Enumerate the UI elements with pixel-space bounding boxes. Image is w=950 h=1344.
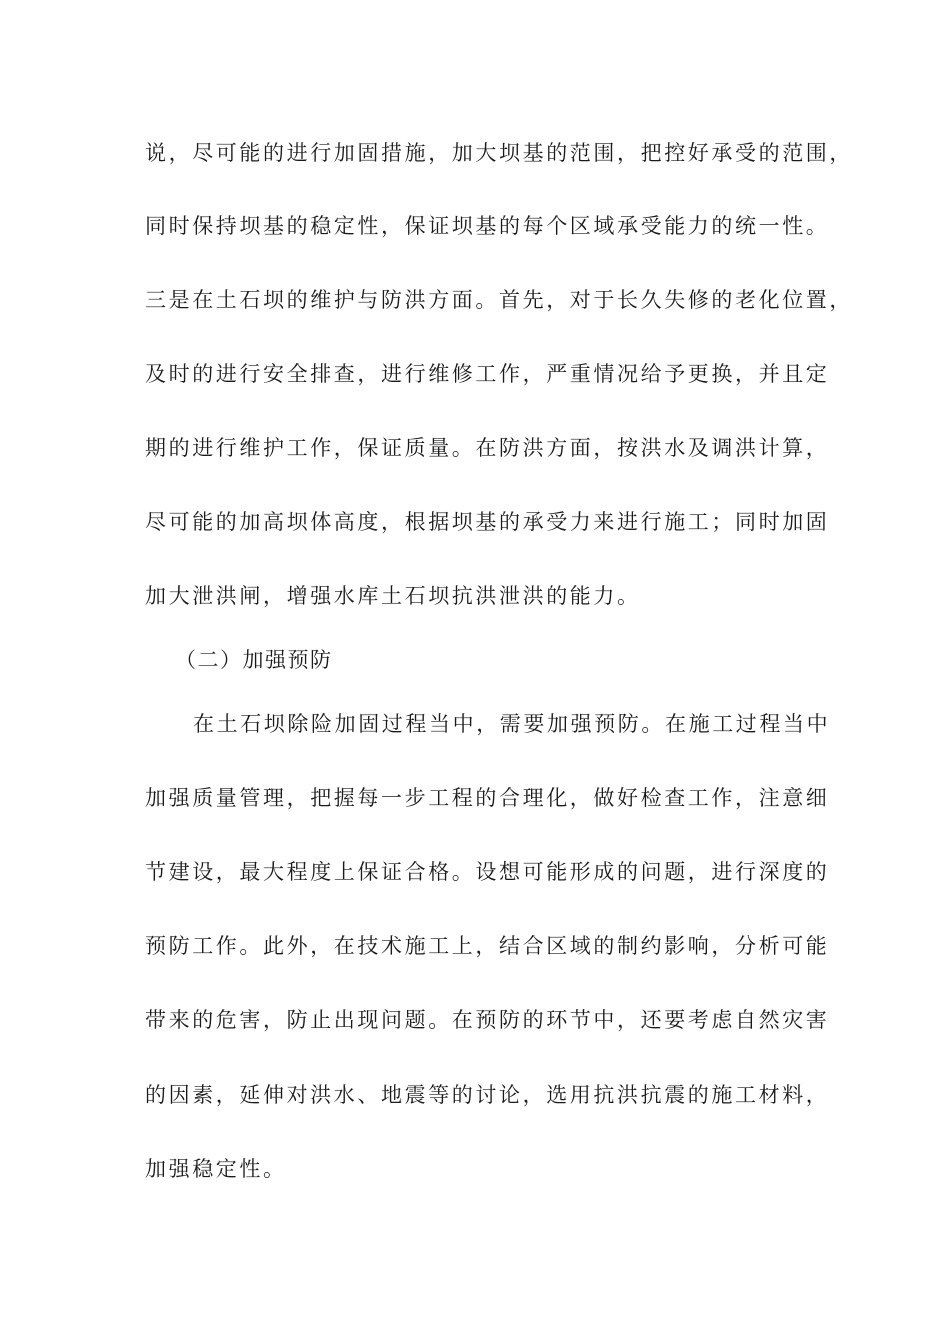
body-line: 及时的进行安全排查，进行维修工作，严重情况给予更换，并且定: [145, 362, 830, 386]
body-line: 预防工作。此外，在技术施工上，结合区域的制约影响，分析可能: [145, 934, 830, 958]
body-line: 三是在土石坝的维护与防洪方面。首先，对于长久失修的老化位置，: [145, 288, 853, 312]
body-line: 加强稳定性。: [145, 1157, 287, 1181]
body-line: 在土石坝除险加固过程当中，需要加强预防。在施工过程当中: [193, 712, 831, 736]
body-line: 加大泄洪闸，增强水库土石坝抗洪泄洪的能力。: [145, 584, 641, 608]
body-line: 期的进行维护工作，保证质量。在防洪方面，按洪水及调洪计算，: [145, 436, 830, 460]
body-line: 的因素，延伸对洪水、地震等的讨论，选用抗洪抗震的施工材料，: [145, 1083, 830, 1107]
body-line: 尽可能的加高坝体高度，根据坝基的承受力来进行施工；同时加固: [145, 510, 830, 534]
body-line: 同时保持坝基的稳定性，保证坝基的每个区域承受能力的统一性。: [145, 214, 830, 238]
body-line: 节建设，最大程度上保证合格。设想可能形成的问题，进行深度的: [145, 860, 830, 884]
body-line: 带来的危害，防止出现问题。在预防的环节中，还要考虑自然灾害: [145, 1008, 830, 1032]
section-heading: （二）加强预防: [175, 648, 333, 672]
body-line: 加强质量管理，把握每一步工程的合理化，做好检查工作，注意细: [145, 786, 830, 810]
body-line: 说，尽可能的进行加固措施，加大坝基的范围，把控好承受的范围，: [145, 141, 853, 165]
